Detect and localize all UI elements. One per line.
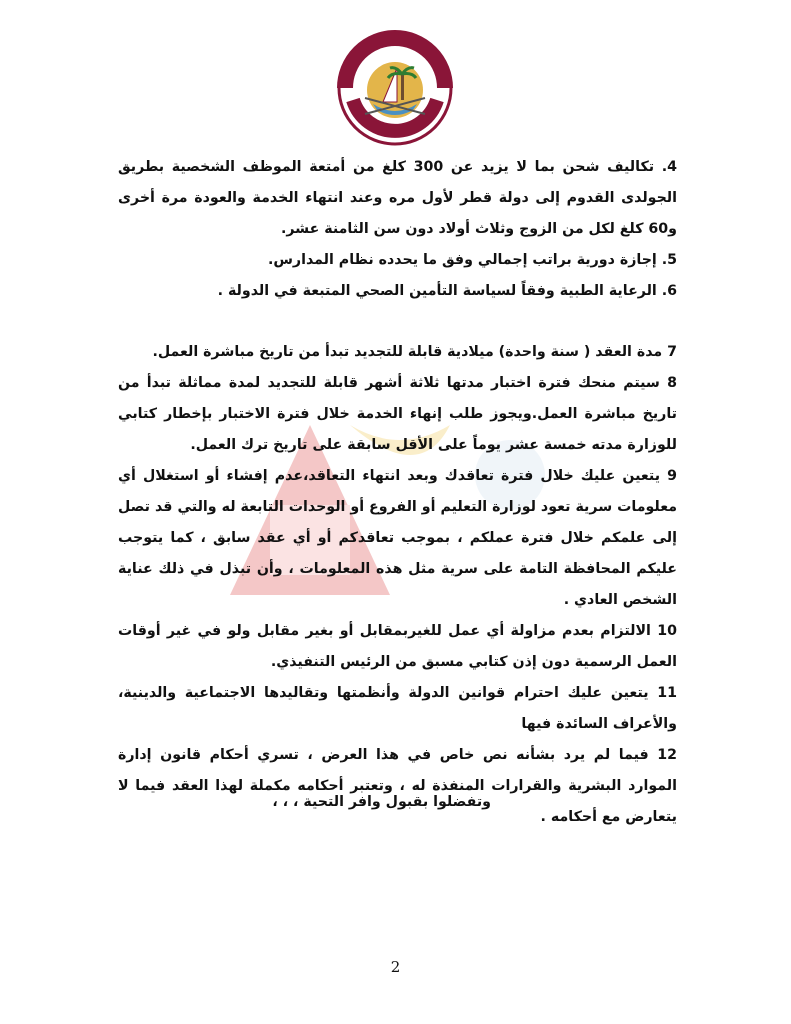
letter-body xyxy=(118,152,677,833)
paragraph-item-7: 7 مدة العقد ( سنة واحدة) ميلادية قابلة للتجديد تبدأ من تاريخ مباشرة العمل. xyxy=(152,344,677,360)
paragraph-item-10: 10 الالتزام بعدم مزاولة أي عمل للغيربمقابل أو بغير مقابل ولو في غير أوقات العمل الرسمية دون إذن كتابي مسبق من الرئيس التنفيذي. xyxy=(118,623,677,670)
paragraph-item-4: 4. تكاليف شحن بما لا يزيد عن 300 كلغ من أمتعة الموظف الشخصية بطريق الجولدى القدوم إلى دولة قطر لأول مره وعند انتهاء الخدمة والعودة مرة أخرى و60 كلغ لكل من الزوج وثلاث أولاد دون سن الثامنة عشر. xyxy=(118,159,677,237)
ministry-logo xyxy=(335,28,455,148)
page-number: 2 xyxy=(390,958,401,976)
paragraph-item-11: 11 يتعين عليك احترام قوانين الدولة وأنظمتها وتقاليدها الاجتماعية والدينية، والأعراف السائدة فيها xyxy=(118,685,677,732)
paragraph-item-6: 6. الرعاية الطبية وفقاً لسياسة التأمين الصحي المتبعة في الدولة . xyxy=(217,283,677,299)
spacer xyxy=(118,307,677,337)
paragraph-item-5: 5. إجازة دورية براتب إجمالي وفق ما يحدده نظام المدارس. xyxy=(267,252,677,268)
paragraph-item-12: 12 فيما لم يرد بشأنه نص خاص في هذا العرض ، تسري أحكام قانون إدارة الموارد البشرية والقرارات المنفذة له ، وتعتبر أحكامه مكملة لهذا العقد فيما لا يتعارض مع أحكامه . xyxy=(118,747,677,825)
closing-salutation: وتفضلوا بقبول وافر التحية ، ، ، xyxy=(272,794,491,810)
paragraph-item-8: 8 سيتم منحك فترة اختبار مدتها ثلاثة أشهر قابلة للتجديد لمدة مماثلة تبدأ من تاريخ مباشرة العمل.ويجوز طلب إنهاء الخدمة خلال فترة الاختبار بإخطار كتابي للوزارة مدته خمسة عشر يوماً على الأقل سابقة على تاريخ ترك العمل. xyxy=(118,375,677,453)
paragraph-item-9: 9 يتعين عليك خلال فترة تعاقدك وبعد انتهاء التعاقد،عدم إفشاء أو استغلال أي معلومات سرية تعود لوزارة التعليم أو الفروع أو الوحدات التابعة له والتي قد تصل إلى علمكم خلال فترة عملكم ، بموجب تعاقدكم أو أي عقد سابق ، كما يتوجب عليكم المحافظة التامة على سرية مثل هذه المعلومات ، وأن تبذل في ذلك عناية الشخص العادي . xyxy=(118,468,677,608)
